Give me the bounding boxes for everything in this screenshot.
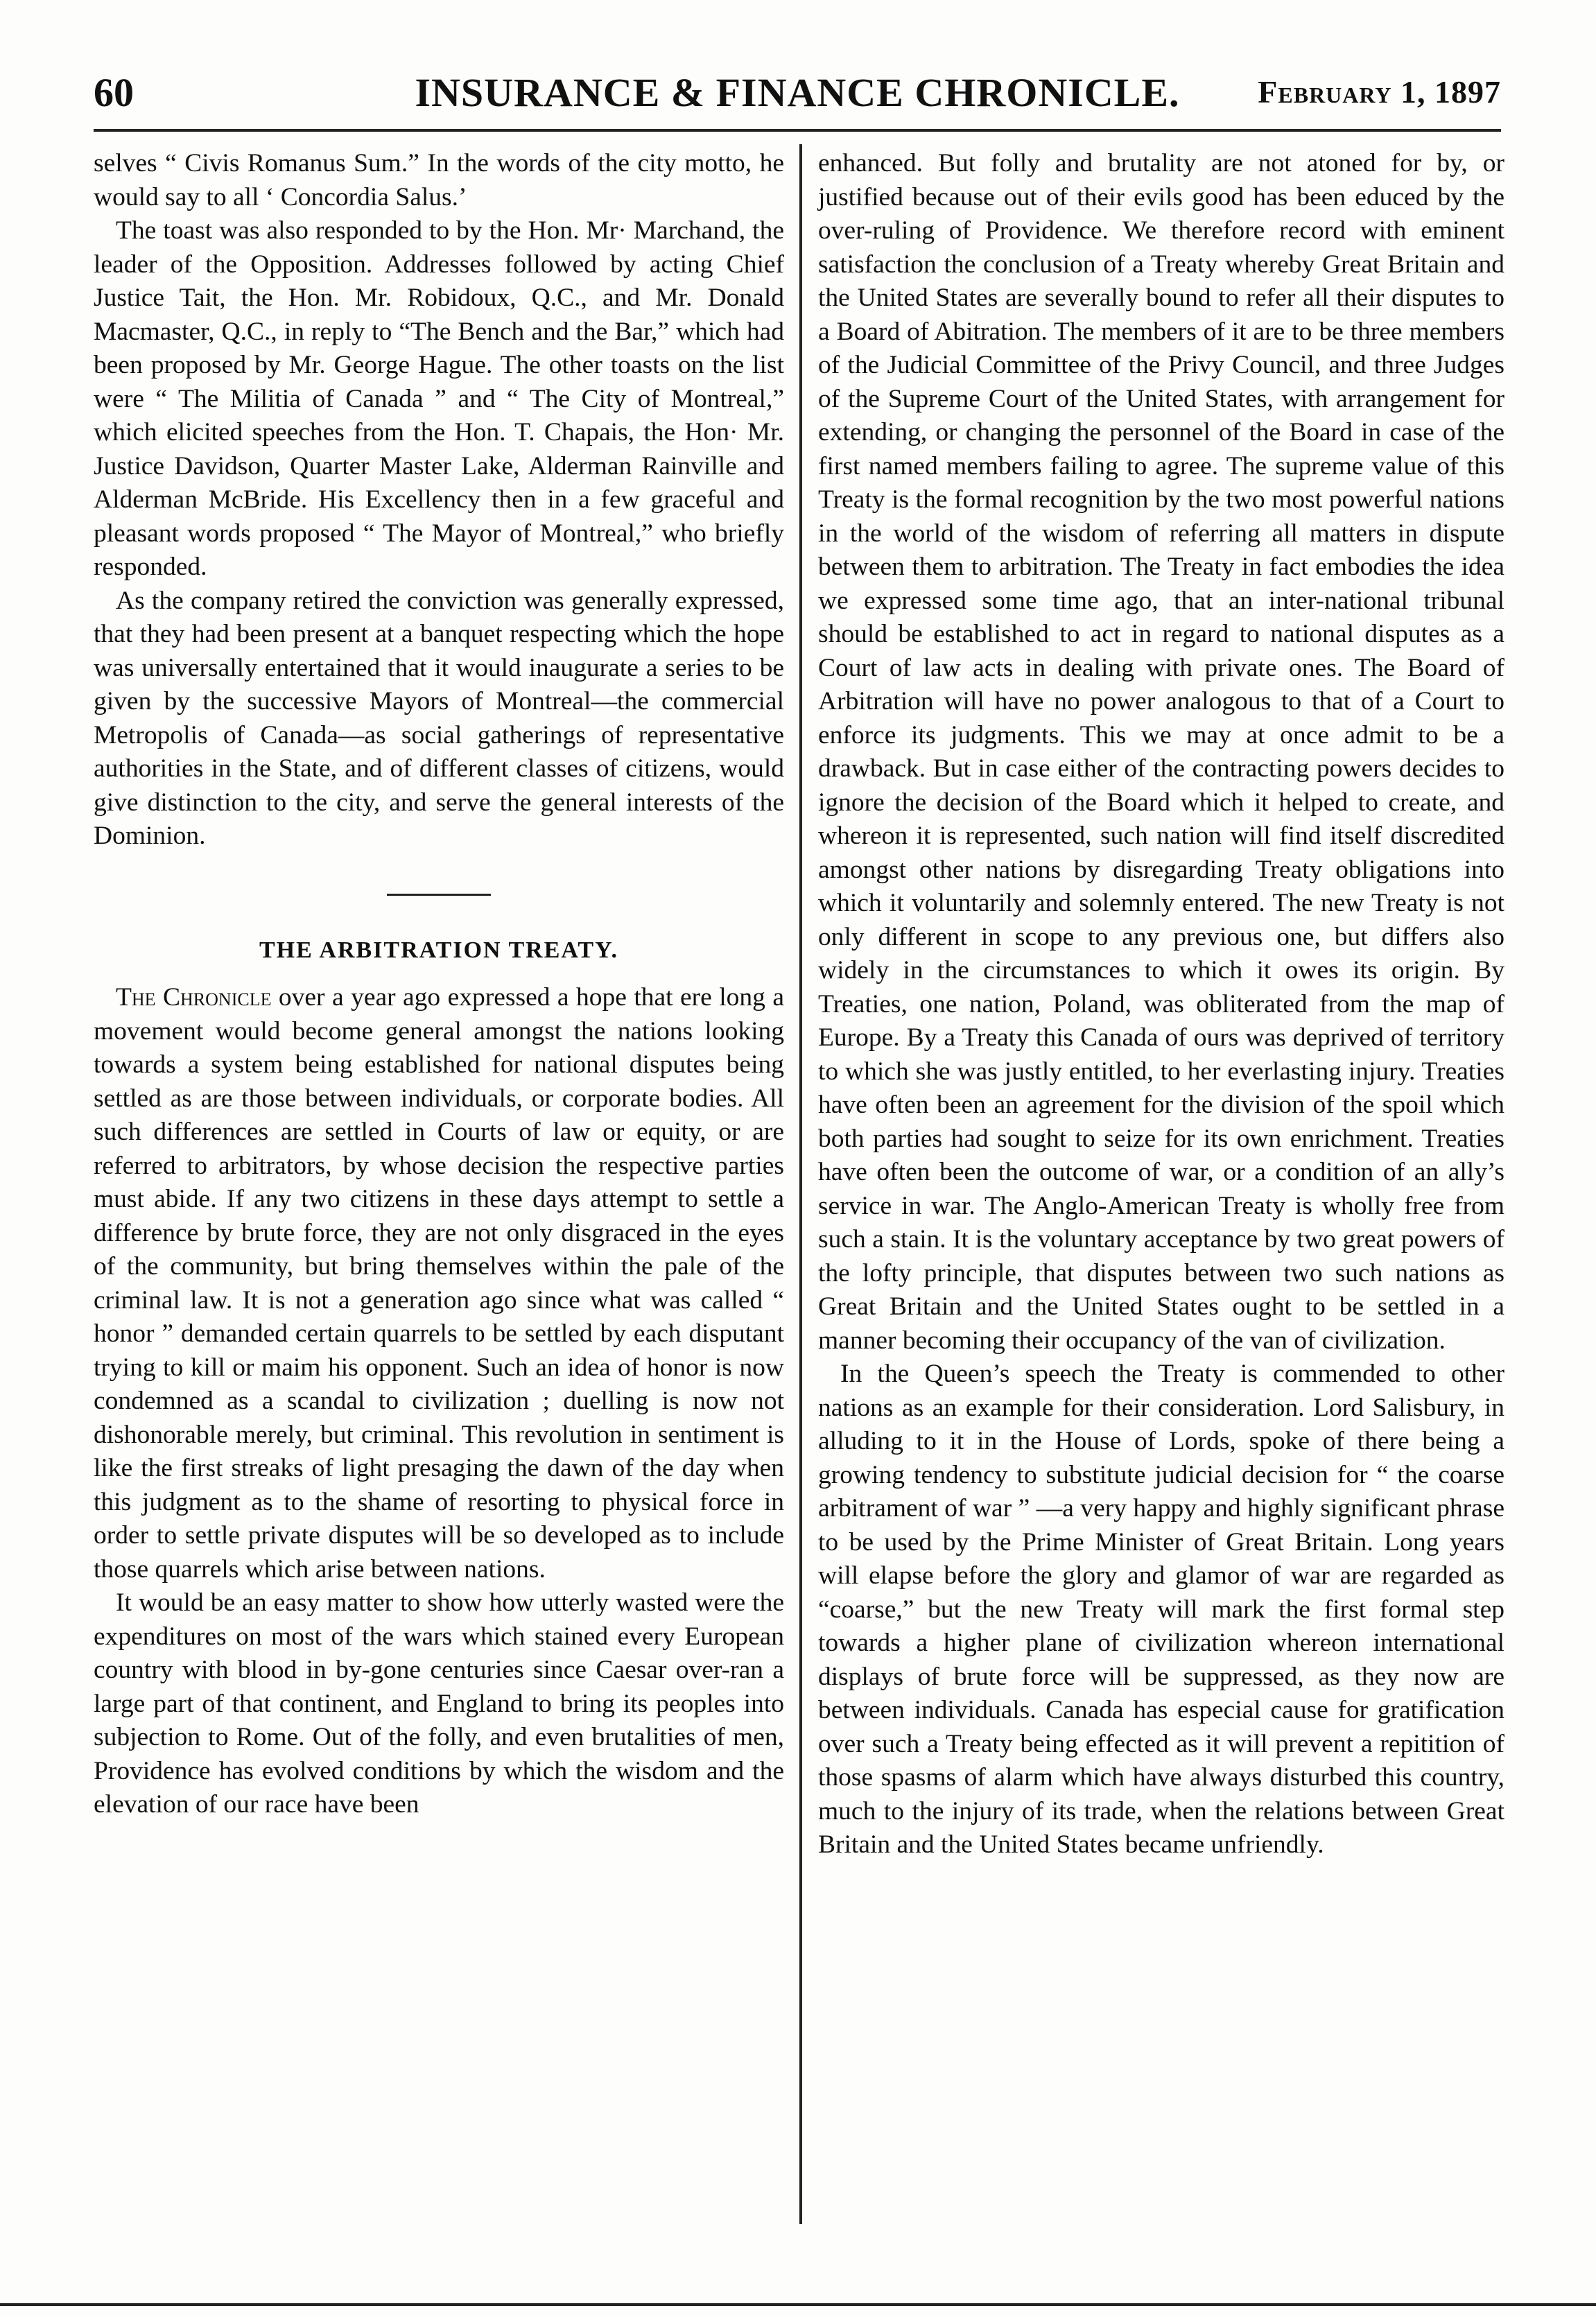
right-column [818, 147, 1504, 1862]
paragraph: It would be an easy matter to show how utterly wasted were the expenditures on most of the wars which stained every European country with blood in by-gone centuries since Caesar over-ran a large part of that continent, and England to bring its peoples into subjection to Rome. Out of the folly, and even brutalities of men, Providence has evolved conditions by which the wisdom and the elevation of our race have been [94, 1588, 784, 1819]
column-divider [799, 144, 802, 2224]
paragraph: enhanced. But folly and brutality are not atoned for by, or justified because out of their evils good has been educed by the over-ruling of Providence. We therefore record with eminent satisfaction the conclusion of a Treaty whereby Great Britain and the United States are severally bound to refer all their disputes to a Board of Abitration. The members of it are to be three members of the Judicial Committee of the Privy Council, and three Judges of the Supreme Court of the United States, with arrangement for extending, or changing the personnel of the Board in case of the first named members failing to agree. The supreme value of this Treaty is the formal recognition by the two most powerful nations in the world of the wisdom of referring all matters in dispute between them to arbitration. The Treaty in fact embodies the idea we expressed some time ago, that an inter-national tribunal should be established to act in regard to national disputes as a Court of law acts in dealing with private ones. The Board of Arbitration will have no power analogous to that of a Court to enforce its judgments. This we may at once admit to be a drawback. But in case either of the contracting powers decides to ignore the decision of the Board which it helped to create, and whereon it is represented, such nation will find itself discredited amongst other nations by disregarding Treaty obligations into which it voluntarily and solemnly entered. The new Treaty is not only different in scope to any previous one, but differs also widely in the circumstances to which it owes its origin. By Treaties, one nation, Poland, was obliterated from the map of Europe. By a Treaty this Canada of ours was deprived of territory to which she was justly entitled, to her everlasting injury. Treaties have often been an agreement for the division of the spoil which both parties had sought to seize for its own enrichment. Treaties have often been the outcome of war, or a condition of an ally’s service in war. The Anglo-American Treaty is wholly free from such a stain. It is the voluntary acceptance by two great powers of the lofty principle, that disputes between two such nations as Great Britain and the United States ought to be settled in a manner becoming their occupancy of the van of civilization. [818, 149, 1504, 1355]
paragraph: The toast was also responded to by the Hon. Mr· Marchand, the leader of the Opposition. Addresses followed by acting Chief Justice Tait, the Hon. Mr. Robidoux, Q.C., and Mr. Donald Macmaster, Q.C., in reply to “The Bench and the Bar,” which had been proposed by Mr. George Hague. The other toasts on the list were “ The Militia of Canada ” and “ The City of Montreal,” which elicited speeches from the Hon. T. Chapais, the Hon· Mr. Justice Davidson, Quarter Master Lake, Alderman Rainville and Alderman McBride. His Excellency then in a few graceful and pleasant words proposed “ The Mayor of Montreal,” who briefly responded. [94, 216, 784, 581]
paragraph [94, 981, 784, 1586]
page-header [94, 69, 1501, 118]
paragraph-body: over a year ago expressed a hope that ere long a movement would become general amongst the nations looking towards a system being established for national disputes being settled as are those between individuals, or corporate bodies. All such differences are settled in Courts of law or equity, or are referred to arbitrators, by whose decision the respective parties must abide. If any two citizens in these days attempt to settle a difference by brute force, they are not only disgraced in the eyes of the community, but bring themselves within the pale of the criminal law. It is not a generation ago since what was called “ honor ” demanded certain quarrels to be settled by each disputant trying to kill or maim his opponent. Such an idea of honor is now condemned as a scandal to civilization ; duelling is now not dishonorable merely, but criminal. This revolution in sentiment is like the first streaks of light presaging the dawn of the day when this judgment as to the shame of resorting to physical force in order to settle private disputes will be so developed as to include those quarrels which arise between nations. [94, 983, 785, 1584]
issue-date: February 1, 1897 [1258, 74, 1501, 110]
publication-title: INSURANCE & FINANCE CHRONICLE. [415, 70, 1180, 115]
header-rule [94, 129, 1501, 132]
paragraph: selves “ Civis Romanus Sum.” In the words of the city motto, he would say to all ‘ Concordia Salus.’ [94, 149, 784, 211]
section-lead: The Chronicle [116, 983, 272, 1012]
page-number: 60 [94, 70, 134, 115]
paragraph: In the Queen’s speech the Treaty is commended to other nations as an example for their consideration. Lord Salisbury, in alluding to it in the House of Lords, spoke of there being a growing tendency to substitute judicial decision for “ the coarse arbitrament of war ” —a very happy and highly significant phrase to be used by the Prime Minister of Great Britain. Long years will elapse before the glory and glamor of war are regarded as “coarse,” but the new Treaty will mark the first formal step towards a higher plane of civilization whereon international displays of brute force will be suppressed, as they now are between individuals. Canada has especial cause for gratification over such a Treaty being effected as it will prevent a repitition of those spasms of alarm which have always disturbed this country, much to the injury of its trade, when the relations between Great Britain and the United States became unfriendly. [818, 1360, 1504, 1859]
paragraph: As the company retired the conviction was generally expressed, that they had been present at a banquet respecting which the hope was universally entertained that it would inaugurate a series to be given by the successive Mayors of Montreal—the commercial Metropolis of Canada—as social gatherings of representative authorities in the State, and of different classes of citizens, would give distinction to the city, and serve the general interests of the Dominion. [94, 586, 784, 850]
section-heading: THE ARBITRATION TREATY. [259, 937, 619, 963]
footer-rule [0, 2303, 1596, 2306]
section-separator [387, 894, 491, 896]
left-column [94, 147, 784, 1822]
